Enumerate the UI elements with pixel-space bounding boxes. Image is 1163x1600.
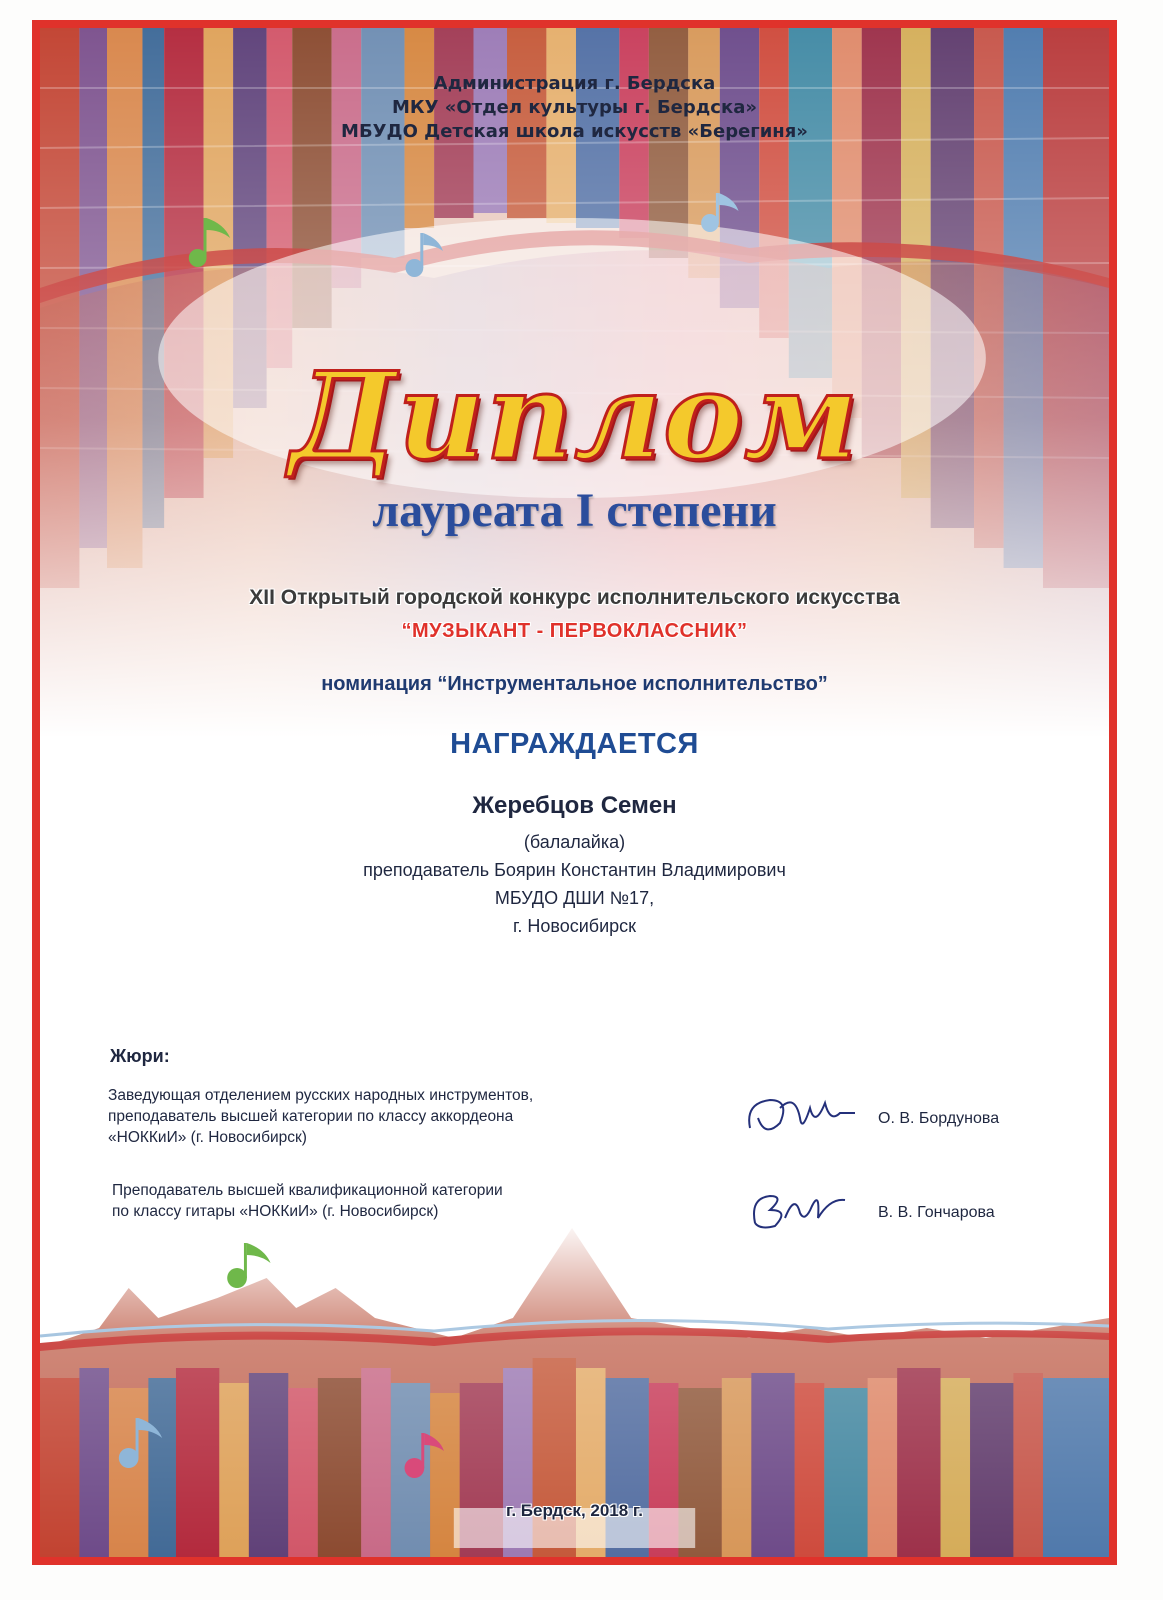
jury-member-2-name: В. В. Гончарова (878, 1204, 995, 1221)
jury-member-1-signature (740, 1088, 860, 1148)
footer-place-year: г. Бердск, 2018 г. (505, 1501, 644, 1520)
jury-member-1-name: О. В. Бордунова (878, 1110, 1000, 1127)
winner-name: Жеребцов Семен (472, 792, 677, 819)
awarded-heading: НАГРАЖДАЕТСЯ (450, 728, 699, 760)
organizer-line-3: МБУДО Детская школа искусств «Берегиня» (341, 121, 808, 142)
winner-instrument: (балалайка) (523, 832, 626, 852)
diploma-title: Диплом (289, 346, 860, 487)
jury-member-2-desc-line-2: по классу гитары «НОККиИ» (г. Новосибирск) (112, 1203, 439, 1220)
jury-member-2-description (112, 1180, 503, 1222)
laureate-degree: лауреата I степени (372, 484, 777, 537)
jury-member-1-description (108, 1085, 533, 1148)
winner-city: г. Новосибирск (512, 916, 637, 936)
contest-name: “МУЗЫКАНТ - ПЕРВОКЛАССНИК” (401, 620, 748, 642)
nomination: номинация “Инструментальное исполнительство” (321, 673, 828, 695)
organizer-line-2: МКУ «Отдел культуры г. Бердска» (392, 97, 757, 118)
winner-teacher: преподаватель Боярин Константин Владимирович (363, 860, 786, 880)
organizer-line-1: Администрация г. Бердска (433, 73, 716, 94)
jury-member-1-desc-line-1: Заведующая отделением русских народных инструментов, (108, 1087, 534, 1104)
jury-member-2-signature (740, 1178, 860, 1238)
jury-title: Жюри: (110, 1046, 170, 1066)
contest-line: XII Открытый городской конкурс исполнительского искусства (249, 586, 900, 609)
jury-member-2-desc-line-1: Преподаватель высшей квалификационной категории (112, 1182, 503, 1199)
winner-school: МБУДО ДШИ №17, (494, 888, 655, 908)
jury-member-1-desc-line-2: преподаватель высшей категории по классу аккордеона (108, 1108, 514, 1125)
jury-member-1-desc-line-3: «НОККиИ» (г. Новосибирск) (108, 1129, 307, 1146)
diploma-frame (32, 20, 1117, 1565)
